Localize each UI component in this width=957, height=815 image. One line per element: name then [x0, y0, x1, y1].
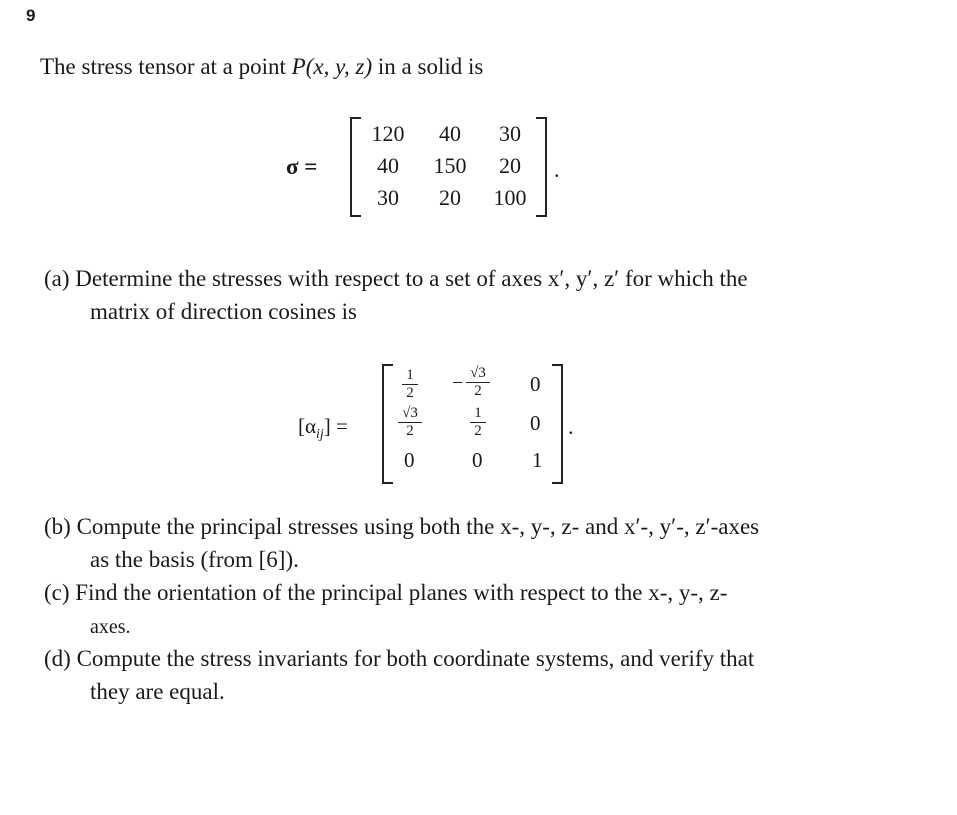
sigma-period: .: [554, 157, 560, 182]
intro-pre: The stress tensor at a point: [40, 54, 292, 79]
frac-num: √3: [402, 405, 418, 421]
sigma-label: σ =: [286, 154, 318, 179]
frac-num: 1: [474, 405, 482, 421]
alpha-matrix: [382, 364, 582, 484]
sigma-cell: 120: [371, 121, 405, 146]
intro-text: [40, 54, 483, 80]
alpha-cell: 1: [532, 448, 543, 472]
frac-num: 1: [406, 367, 414, 383]
frac-den: 2: [406, 385, 414, 401]
alpha-label: [298, 414, 348, 443]
part-b-line1: (b) Compute the principal stresses using both the x-, y-, z- and x′-, y′-, z′-axes: [44, 514, 760, 539]
frac-den: 2: [474, 383, 482, 399]
intro-post: in a solid is: [372, 54, 484, 79]
sigma-cell: 30: [377, 185, 399, 210]
alpha-period: .: [568, 414, 574, 439]
alpha-label-sub: ij: [316, 427, 324, 443]
right-bracket: [552, 364, 563, 484]
frac-den: 2: [474, 423, 482, 439]
alpha-frac: [398, 406, 422, 439]
alpha-label-end: ] =: [323, 414, 348, 438]
part-d-line2: they are equal.: [90, 679, 225, 704]
sigma-cell: 40: [377, 153, 399, 178]
alpha-frac: [402, 368, 418, 401]
intro-point: P(x, y, z): [291, 54, 373, 79]
part-b-line2: as the basis (from [6]).: [90, 547, 299, 572]
sigma-cell: 30: [499, 121, 521, 146]
alpha-frac: [470, 406, 486, 439]
sigma-cell: 40: [439, 121, 461, 146]
left-bracket: [382, 364, 393, 484]
frac-num: √3: [470, 365, 486, 381]
part-a-line2: matrix of direction cosines is: [90, 299, 357, 324]
sigma-cell: 20: [499, 153, 521, 178]
question-number: 9: [26, 6, 36, 25]
part-a-line1: (a) Determine the stresses with respect to a set of axes x′, y′, z′ for which the: [44, 266, 748, 291]
alpha-label-main: [α: [298, 414, 316, 438]
part-c-line2: axes.: [90, 616, 131, 638]
sigma-cell: 20: [439, 185, 461, 210]
sigma-matrix: [350, 117, 572, 217]
sigma-cell: 100: [493, 185, 527, 210]
alpha-sign: −: [452, 372, 464, 394]
alpha-frac: [466, 366, 490, 399]
alpha-cell: 0: [530, 411, 541, 435]
alpha-cell: 0: [404, 448, 415, 472]
frac-den: 2: [406, 423, 414, 439]
alpha-cell: 0: [530, 372, 541, 396]
part-d-line1: (d) Compute the stress invariants for both coordinate systems, and verify that: [44, 646, 755, 671]
sigma-cell: 150: [433, 153, 467, 178]
part-c-line1: (c) Find the orientation of the principal planes with respect to the x-, y-, z-: [44, 580, 728, 605]
alpha-cell: 0: [472, 448, 483, 472]
